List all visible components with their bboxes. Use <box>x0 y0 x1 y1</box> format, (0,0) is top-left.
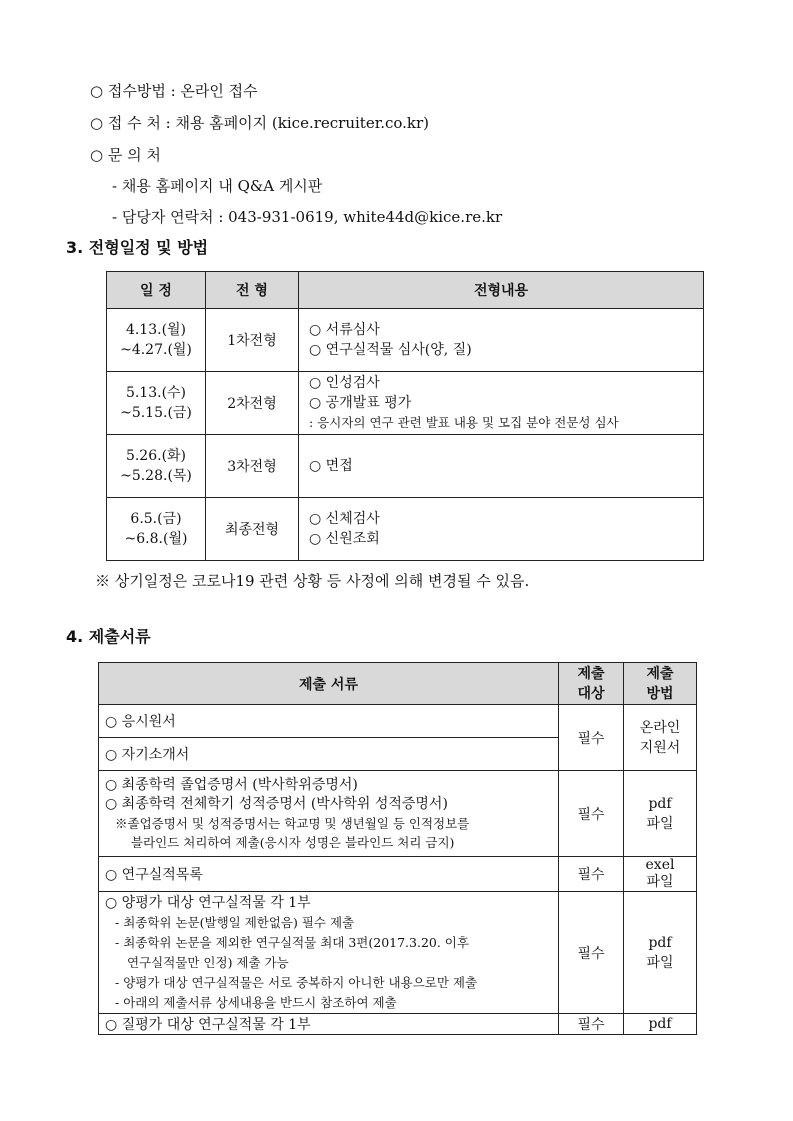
doc-method: pdf 파일 <box>624 892 697 1014</box>
table-row <box>107 372 704 435</box>
doc-target: 필수 <box>559 892 624 1014</box>
schedule-header-content: 전형내용 <box>299 272 704 309</box>
doc-method: pdf 파일 <box>624 771 697 857</box>
schedule-date: 6.5.(금) ~6.8.(월) <box>107 498 206 561</box>
table-row <box>107 498 704 561</box>
inquiry-label: ○ 문 의 처 <box>90 146 161 164</box>
schedule-content: ○ 인성검사 ○ 공개발표 평가 : 응시자의 연구 관련 발표 내용 및 모집 분야 전문성 심사 <box>299 372 704 435</box>
doc-target: 필수 <box>559 705 624 771</box>
doc-application: ○ 응시원서 <box>99 705 559 738</box>
schedule-date: 5.13.(수) ~5.15.(금) <box>107 372 206 435</box>
doc-research-list: ○ 연구실적목록 <box>99 857 559 892</box>
doc-certificates: ○ 최종학력 졸업증명서 (박사학위증명서) ○ 최종학력 전체학기 성적증명서 (박사학위 성적증명서) ※졸업증명서 및 성적증명서는 학교명 및 생년월일 등 인적정보를 블라인드 처리하여 제출(응시자 성명은 블라인드 처리 금지) <box>99 771 559 857</box>
schedule-header-stage: 전 형 <box>206 272 299 309</box>
method-header: 제출 방법 <box>624 663 697 705</box>
schedule-header-date: 일 정 <box>107 272 206 309</box>
documents-table <box>98 662 697 1035</box>
schedule-content: ○ 서류심사 ○ 연구실적물 심사(양, 질) <box>299 309 704 372</box>
doc-target: 필수 <box>559 771 624 857</box>
docs-header: 제출 서류 <box>99 663 559 705</box>
schedule-note: ※ 상기일정은 코로나19 관련 상황 등 사정에 의해 변경될 수 있음. <box>95 572 530 590</box>
schedule-stage: 2차전형 <box>206 372 299 435</box>
schedule-date: 5.26.(화) ~5.28.(목) <box>107 435 206 498</box>
submission-place: ○ 접 수 처 : 채용 홈페이지 (kice.recruiter.co.kr) <box>90 114 430 132</box>
doc-method: 온라인 지원서 <box>624 705 697 771</box>
section3-title: 3. 전형일정 및 방법 <box>66 238 209 257</box>
schedule-stage: 3차전형 <box>206 435 299 498</box>
table-row <box>99 1014 697 1035</box>
table-row <box>107 309 704 372</box>
schedule-content: ○ 면접 <box>299 435 704 498</box>
inquiry-item-qa: - 채용 홈페이지 내 Q&A 게시판 <box>112 177 323 195</box>
schedule-table <box>106 271 704 561</box>
inquiry-item-contact: - 담당자 연락처 : 043-931-0619, white44d@kice.re.kr <box>112 208 503 226</box>
submission-method: ○ 접수방법 : 온라인 접수 <box>90 82 258 100</box>
doc-method: pdf <box>624 1014 697 1035</box>
table-row <box>99 705 697 738</box>
target-header: 제출 대상 <box>559 663 624 705</box>
schedule-stage: 1차전형 <box>206 309 299 372</box>
table-row <box>99 857 697 892</box>
doc-self-intro: ○ 자기소개서 <box>99 738 559 771</box>
section4-title: 4. 제출서류 <box>66 627 151 646</box>
schedule-date: 4.13.(월) ~4.27.(월) <box>107 309 206 372</box>
doc-quantity-eval: ○ 양평가 대상 연구실적물 각 1부 - 최종학위 논문(발행일 제한없음) 필수 제출 - 최종학위 논문을 제외한 연구실적물 최대 3편(2017.3.20. 이후 연구실적물만 인정) 제출 가능 - 양평가 대상 연구실적물은 서로 중복하지 아니한 내용으로만 제출 - 아래의 제출서류 상세내용을 반드시 참조하여 제출 <box>99 892 559 1014</box>
doc-target: 필수 <box>559 857 624 892</box>
doc-method: exel 파일 <box>624 857 697 892</box>
doc-quality-eval: ○ 질평가 대상 연구실적물 각 1부 <box>99 1014 559 1035</box>
schedule-content: ○ 신체검사 ○ 신원조회 <box>299 498 704 561</box>
table-row <box>99 892 697 1014</box>
table-row <box>99 771 697 857</box>
doc-target: 필수 <box>559 1014 624 1035</box>
schedule-stage: 최종전형 <box>206 498 299 561</box>
table-row <box>107 435 704 498</box>
